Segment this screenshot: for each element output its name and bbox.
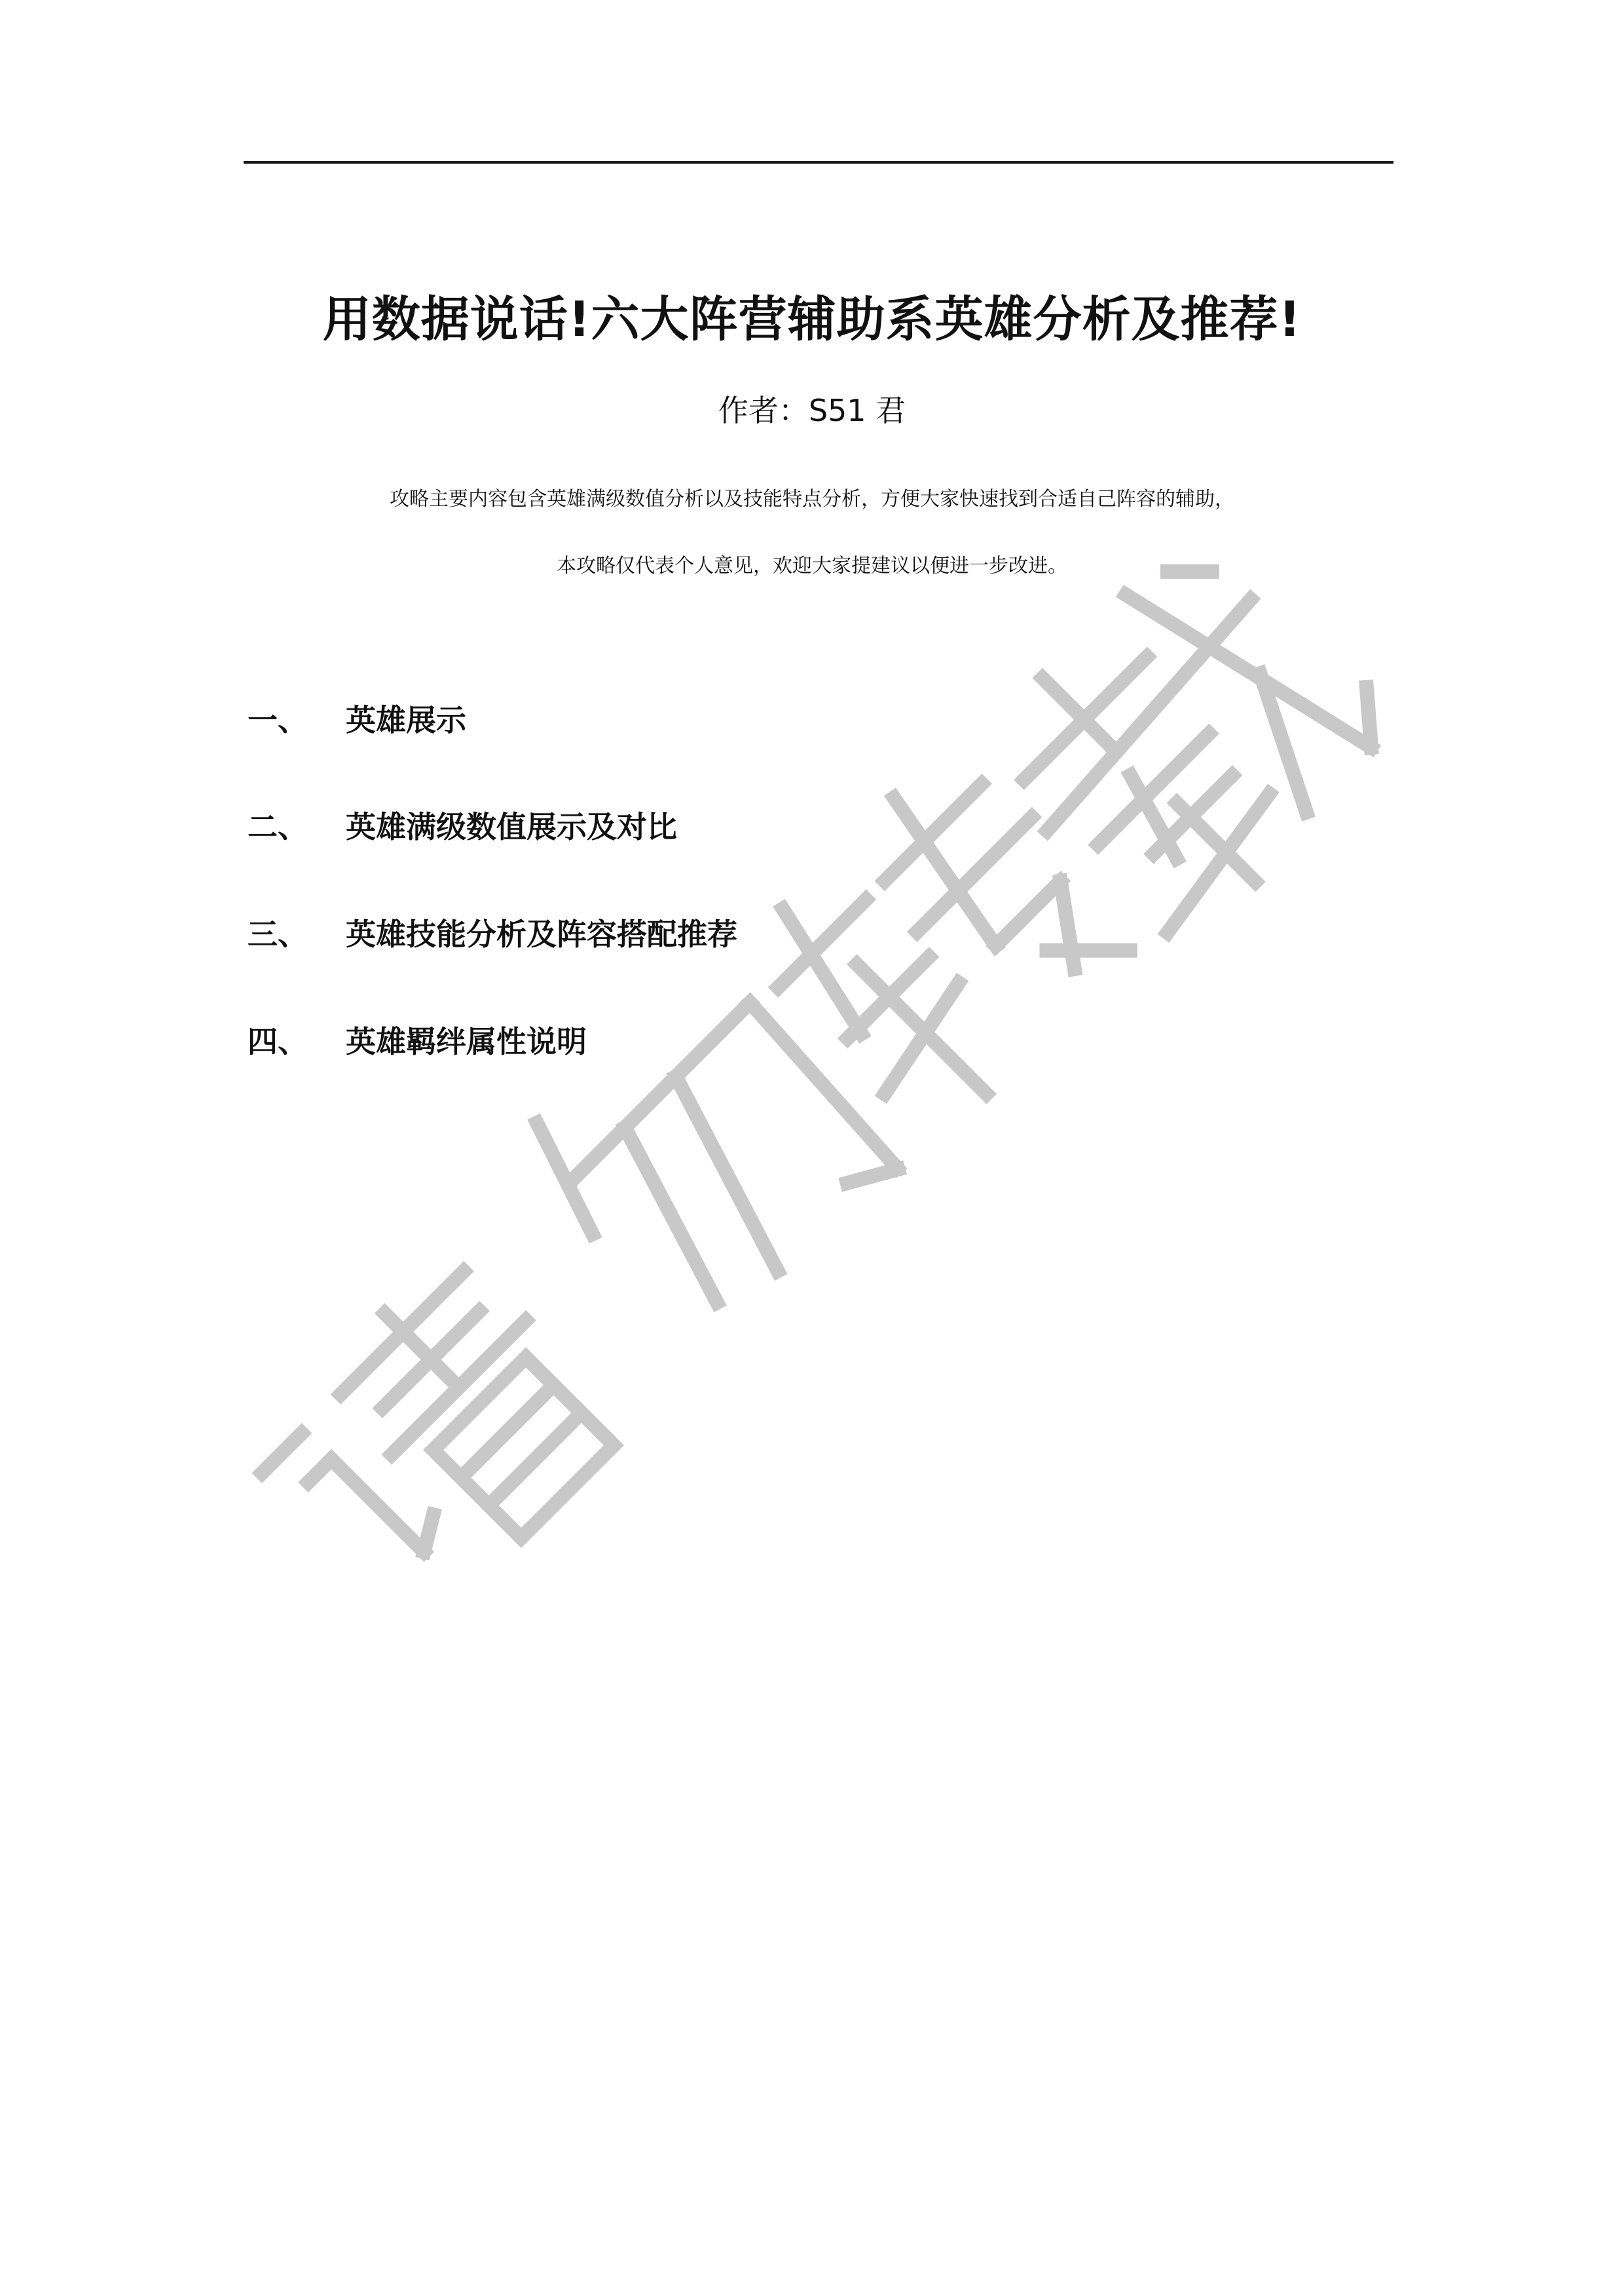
toc-number: 三、 [248,917,308,952]
toc-number: 四、 [248,1024,308,1059]
document-title: 用数据说话!六大阵营辅助系英雄分析及推荐! [322,291,1302,348]
toc-item-1 [248,697,1164,743]
toc-number: 二、 [248,809,308,845]
author-line: 作者：S51 君 [718,393,906,428]
intro-line-2: 本攻略仅代表个人意见，欢迎大家提建议以便进一步改进。 [557,555,1067,577]
watermark-char-1 [244,1247,633,1635]
toc-number: 一、 [248,702,308,738]
toc-label: 英雄技能分析及阵容搭配推荐 [346,917,737,952]
toc-label: 英雄展示 [346,702,466,738]
toc-item-2 [248,804,1164,850]
toc-item-3 [248,911,1164,957]
watermark-char-2 [509,957,908,1355]
toc-label: 英雄羁绊属性说明 [346,1024,587,1059]
toc-item-4 [248,1019,1164,1065]
toc-label: 英雄满级数值展示及对比 [346,809,677,845]
intro-line-1: 攻略主要内容包含英雄满级数值分析以及技能特点分析，方便大家快速找到合适自己阵容的辅助， [390,488,1234,511]
header-rule [244,161,1393,164]
